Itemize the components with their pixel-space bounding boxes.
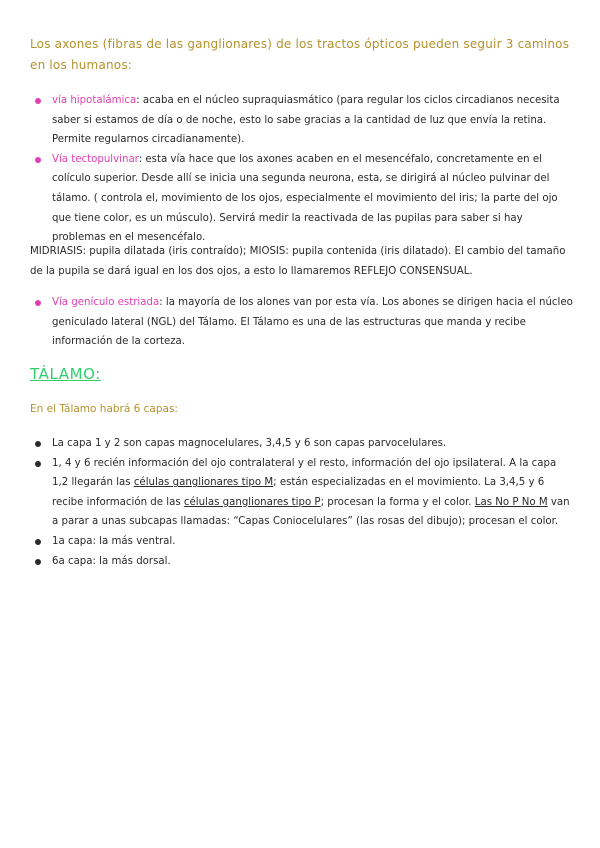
list-item-text: van a parar a unas subcapas llamadas: “Capas Coniocelulares” (las rosas del dibujo); procesan el color. xyxy=(52,496,570,528)
list-item-text: ; están especializadas en el movimiento. La 3,4,5 y 6 recibe información de las xyxy=(52,477,545,508)
section-heading: TÁLAMO: xyxy=(30,365,101,383)
optic-path-3-list xyxy=(30,293,575,352)
talamo-list xyxy=(30,434,575,571)
bullet-icon xyxy=(35,461,41,467)
list-item xyxy=(30,434,575,454)
list-item-text: ; procesan la forma y el color. xyxy=(320,496,475,508)
list-item-text: 6a capa: la más dorsal. xyxy=(52,555,171,567)
path-description: : la mayoría de los alones van por esta vía. Los abones se dirigen hacia el núcleo geniculado lateral (NGL) del Tálamo. El Tálamo es una de las estructuras que manda y recibe información de la corteza. xyxy=(52,297,573,348)
bullet-icon xyxy=(35,157,41,163)
section-subheading: En el Tálamo habrá 6 capas: xyxy=(30,403,178,415)
optic-paths-list xyxy=(30,91,575,248)
underlined-term: Las No P No M xyxy=(474,496,548,508)
list-item-text: 1a capa: la más ventral. xyxy=(52,535,176,547)
path-term: Vía tectopulvinar xyxy=(52,153,139,165)
list-item xyxy=(30,293,575,352)
bullet-icon xyxy=(35,559,41,565)
list-item-text: La capa 1 y 2 son capas magnocelulares, 3,4,5 y 6 son capas parvocelulares. xyxy=(52,438,447,449)
list-item xyxy=(30,150,575,248)
path-term: vía hipotalámica xyxy=(52,95,137,106)
list-item xyxy=(30,91,575,150)
bullet-icon xyxy=(35,300,41,306)
list-item xyxy=(30,532,575,552)
bullet-icon xyxy=(35,98,41,104)
list-item-text: 1, 4 y 6 recién información del ojo contralateral y el resto, información del ojo ipsilateral. A la capa 1,2 llegarán las xyxy=(52,457,557,489)
path-description: : esta vía hace que los axones acaben en el mesencéfalo, concretamente en el colículo superior. Desde allí se inicia una segunda neurona, esta, se dirigirá al núcleo pulvinar del tálamo. ( controla el, movimiento de los ojos, especialmente el movimiento del iris; la parte del ojo que tiene color, es un músculo). Servirá medir la reactivada de las pupilas para saber si hay problemas en el mesencéfalo. xyxy=(52,153,558,244)
list-item xyxy=(30,454,575,532)
intro-text: Los axones (fibras de las ganglionares) de los tractos ópticos pueden seguir 3 caminos en los humanos: xyxy=(30,37,570,72)
bullet-icon xyxy=(35,441,41,447)
path-term: Vía genículo estriada xyxy=(52,297,160,308)
midriasis-paragraph: MIDRIASIS: pupila dilatada (iris contraído); MIOSIS: pupila contenida (iris dilatado). El cambio del tamaño de la pupila se dará igual en los dos ojos, a esto lo llamaremos REFLEJO CONSENSUAL. xyxy=(30,246,566,277)
bullet-icon xyxy=(35,539,41,545)
path-description: : acaba en el núcleo supraquiasmático (para regular los ciclos circadianos necesita saber si estamos de día o de noche, esto lo sabe gracias a la cantidad de luz que envía la retina. Permite regularnos circadianamente). xyxy=(52,95,560,146)
underlined-term: células ganglionares tipo M xyxy=(133,477,274,489)
list-item xyxy=(30,552,575,572)
underlined-term: células ganglionares tipo P xyxy=(183,496,321,508)
